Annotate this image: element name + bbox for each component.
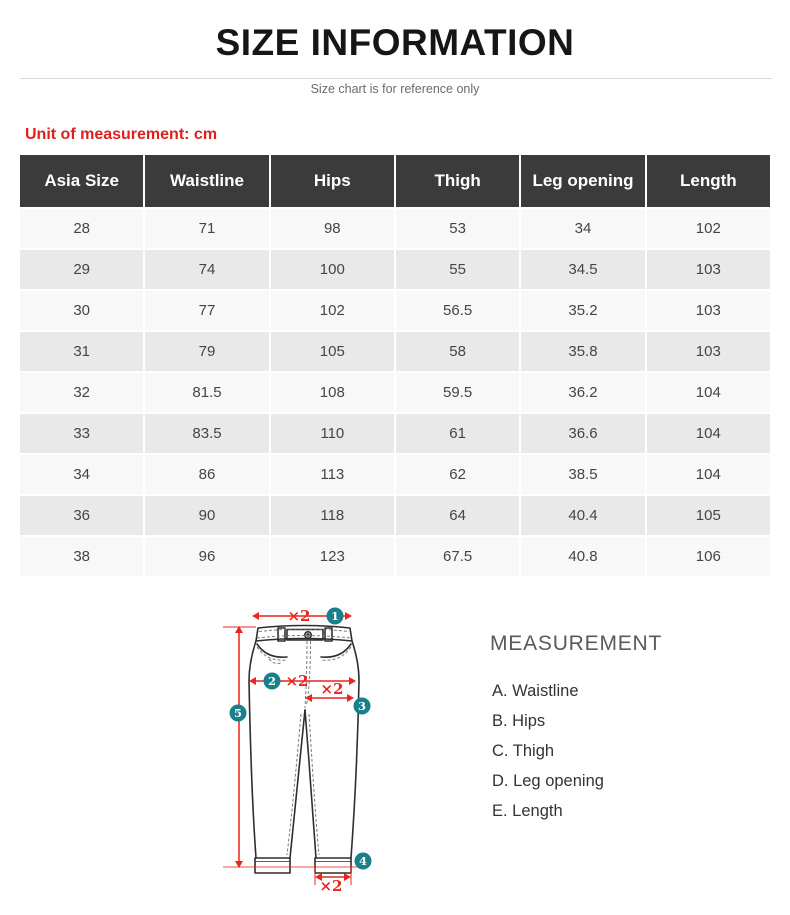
table-cell: 106 xyxy=(647,537,770,576)
table-row xyxy=(20,250,770,289)
leg-opening-multiplier-label: ×2 xyxy=(319,877,343,895)
measurement-item: D. Leg opening xyxy=(492,772,604,790)
table-cell: 34.5 xyxy=(521,250,644,289)
table-cell: 36 xyxy=(20,496,143,535)
table-cell: 38.5 xyxy=(521,455,644,494)
column-header: Length xyxy=(647,155,770,207)
badge-waistline: 1 xyxy=(330,609,340,623)
table-cell: 30 xyxy=(20,291,143,330)
table-row xyxy=(20,537,770,576)
left-inseam xyxy=(290,710,305,858)
column-header: Leg opening xyxy=(521,155,644,207)
column-header: Waistline xyxy=(145,155,268,207)
table-cell: 100 xyxy=(271,250,394,289)
pants-diagram xyxy=(166,588,426,915)
table-cell: 79 xyxy=(145,332,268,371)
table-cell: 32 xyxy=(20,373,143,412)
table-cell: 56.5 xyxy=(396,291,519,330)
table-row xyxy=(20,455,770,494)
table-cell: 71 xyxy=(145,209,268,248)
waist-multiplier-label: ×2 xyxy=(287,607,311,625)
table-cell: 61 xyxy=(396,414,519,453)
right-outer-seam xyxy=(351,641,359,858)
table-cell: 81.5 xyxy=(145,373,268,412)
left-outer-seam xyxy=(249,641,256,858)
table-cell: 103 xyxy=(647,291,770,330)
page-subtitle: Size chart is for reference only xyxy=(310,82,480,96)
size-table-body xyxy=(20,209,770,576)
table-cell: 62 xyxy=(396,455,519,494)
table-row xyxy=(20,373,770,412)
table-cell: 102 xyxy=(271,291,394,330)
size-table xyxy=(18,153,772,578)
measurement-heading: MEASUREMENT xyxy=(490,632,663,655)
table-cell: 96 xyxy=(145,537,268,576)
table-cell: 103 xyxy=(647,332,770,371)
right-inseam xyxy=(305,710,316,858)
table-cell: 74 xyxy=(145,250,268,289)
measurement-legend xyxy=(490,632,770,826)
table-cell: 31 xyxy=(20,332,143,371)
unit-of-measurement-note: Unit of measurement: cm xyxy=(25,126,218,143)
table-cell: 102 xyxy=(647,209,770,248)
table-cell: 53 xyxy=(396,209,519,248)
measurement-list xyxy=(492,676,770,826)
table-cell: 113 xyxy=(271,455,394,494)
table-cell: 98 xyxy=(271,209,394,248)
measurement-item: B. Hips xyxy=(492,712,546,730)
table-row xyxy=(20,209,770,248)
table-cell: 35.8 xyxy=(521,332,644,371)
left-cuff xyxy=(255,858,290,873)
column-header: Hips xyxy=(271,155,394,207)
pants-outline xyxy=(249,626,359,874)
table-row xyxy=(20,291,770,330)
table-cell: 104 xyxy=(647,373,770,412)
table-cell: 67.5 xyxy=(396,537,519,576)
measurement-item: C. Thigh xyxy=(492,742,555,760)
table-cell: 123 xyxy=(271,537,394,576)
table-row xyxy=(20,332,770,371)
thigh-multiplier-label: ×2 xyxy=(320,680,344,698)
stitch-lines xyxy=(257,629,351,855)
table-cell: 55 xyxy=(396,250,519,289)
page-title: SIZE INFORMATION xyxy=(215,22,575,63)
badge-leg-opening: 4 xyxy=(358,854,368,868)
size-table-head-row xyxy=(20,155,770,207)
table-cell: 40.4 xyxy=(521,496,644,535)
badge-thigh: 3 xyxy=(357,699,367,713)
table-cell: 104 xyxy=(647,414,770,453)
table-cell: 118 xyxy=(271,496,394,535)
table-cell: 103 xyxy=(647,250,770,289)
measurement-item: E. Length xyxy=(492,802,563,820)
table-cell: 77 xyxy=(145,291,268,330)
table-cell: 83.5 xyxy=(145,414,268,453)
table-cell: 86 xyxy=(145,455,268,494)
table-cell: 59.5 xyxy=(396,373,519,412)
table-cell: 105 xyxy=(271,332,394,371)
measurement-item: A. Waistline xyxy=(492,682,579,700)
table-row xyxy=(20,414,770,453)
badge-hips: 2 xyxy=(267,674,277,688)
table-row xyxy=(20,496,770,535)
table-cell: 58 xyxy=(396,332,519,371)
table-cell: 108 xyxy=(271,373,394,412)
column-header: Asia Size xyxy=(20,155,143,207)
table-cell: 34 xyxy=(20,455,143,494)
left-pocket xyxy=(257,644,287,657)
table-cell: 105 xyxy=(647,496,770,535)
table-cell: 110 xyxy=(271,414,394,453)
waistband xyxy=(256,626,352,642)
table-cell: 34 xyxy=(521,209,644,248)
size-table-head xyxy=(20,155,770,207)
table-cell: 104 xyxy=(647,455,770,494)
table-cell: 36.2 xyxy=(521,373,644,412)
table-cell: 36.6 xyxy=(521,414,644,453)
column-header: Thigh xyxy=(396,155,519,207)
table-cell: 35.2 xyxy=(521,291,644,330)
divider-line xyxy=(20,78,772,79)
table-cell: 33 xyxy=(20,414,143,453)
table-cell: 38 xyxy=(20,537,143,576)
table-cell: 90 xyxy=(145,496,268,535)
right-cuff xyxy=(315,858,351,873)
table-cell: 40.8 xyxy=(521,537,644,576)
right-pocket xyxy=(321,644,351,657)
table-cell: 29 xyxy=(20,250,143,289)
table-cell: 64 xyxy=(396,496,519,535)
hips-multiplier-label: ×2 xyxy=(285,672,309,690)
measurement-arrows xyxy=(223,612,358,885)
badge-length: 5 xyxy=(233,706,243,720)
table-cell: 28 xyxy=(20,209,143,248)
